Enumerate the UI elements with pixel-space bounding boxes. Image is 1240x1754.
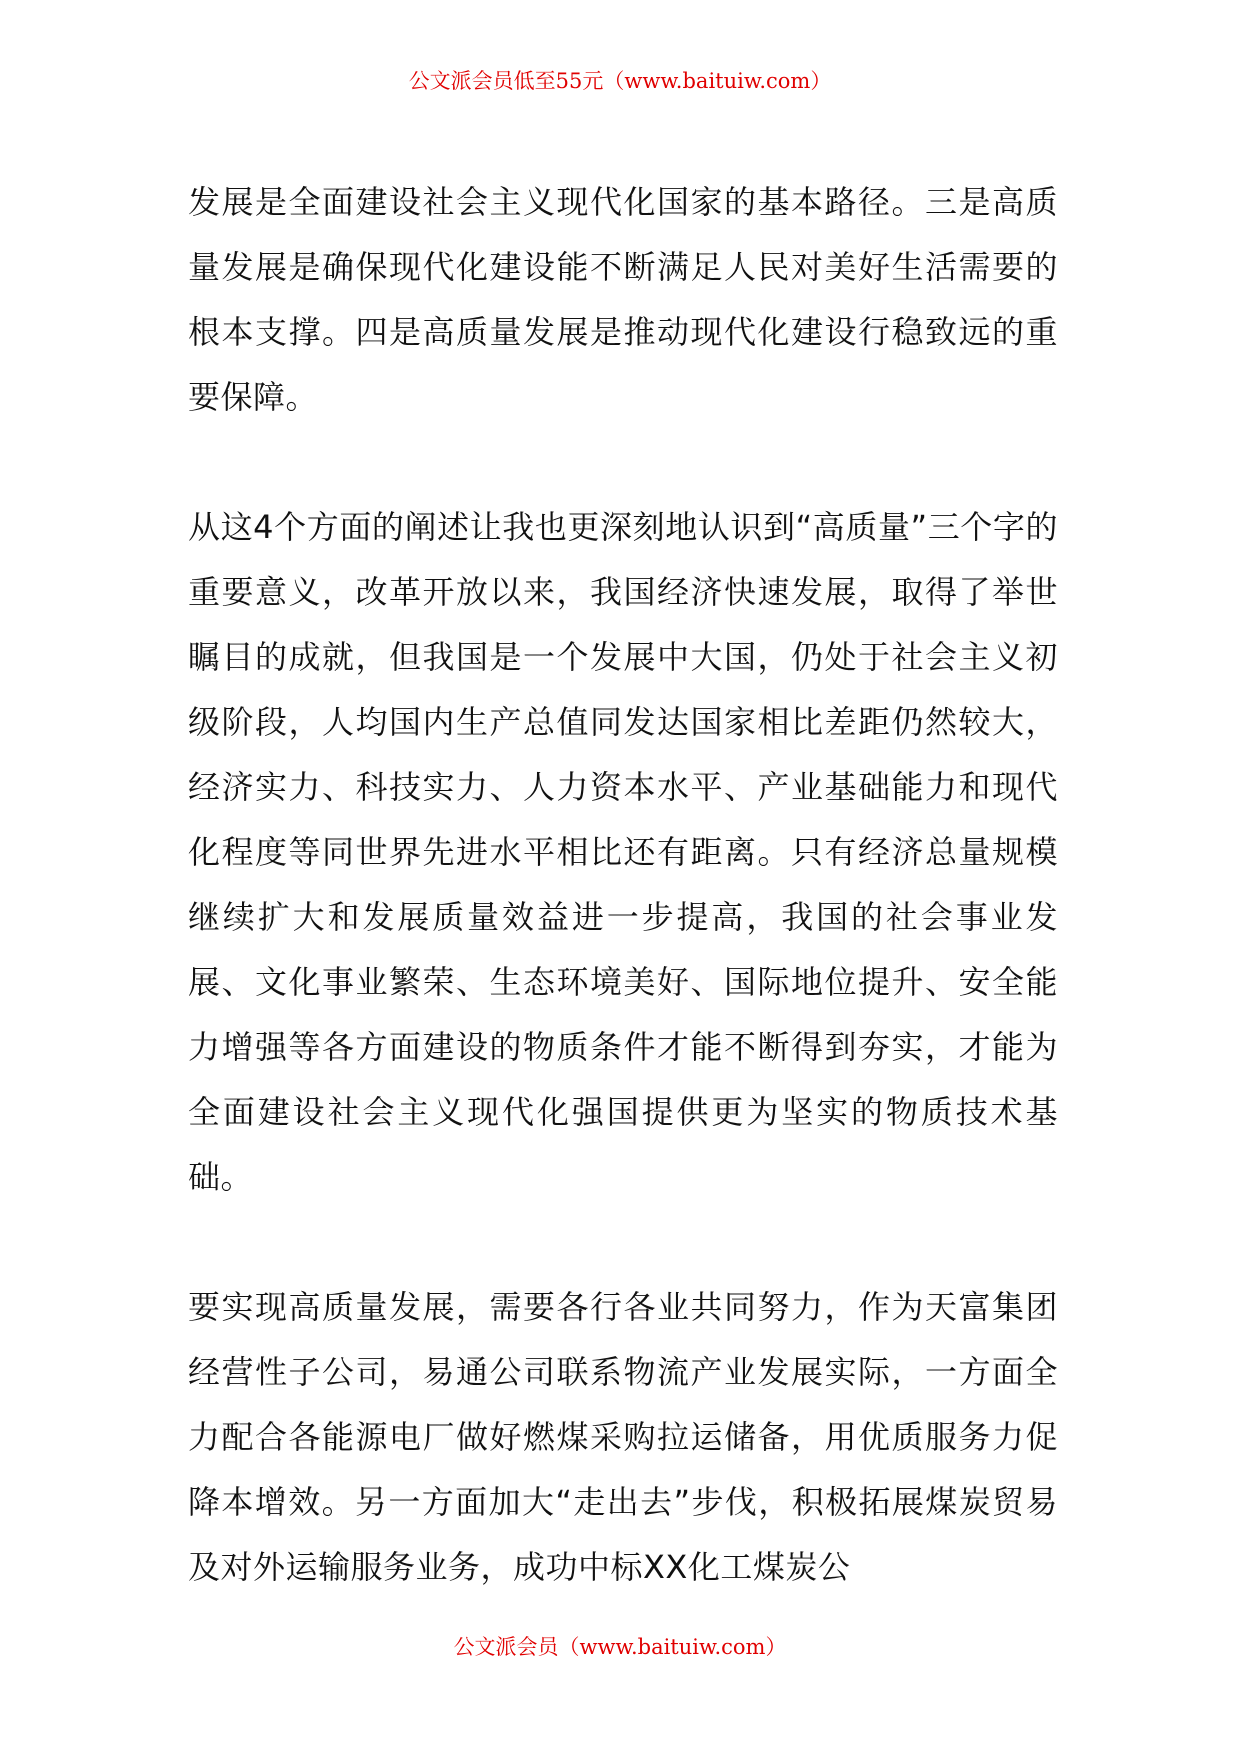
paragraph-2: 从这4个方面的阐述让我也更深刻地认识到“高质量”三个字的重要意义，改革开放以来，我国经济快速发展，取得了举世瞩目的成就，但我国是一个发展中大国，仍处于社会主义初级阶段，人均国内生产总值同发达国家相比差距仍然较大，经济实力、科技实力、人力资本水平、产业基础能力和现代化程度等同世界先进水平相比还有距离。只有经济总量规模继续扩大和发展质量效益进一步提高，我国的社会事业发展、文化事业繁荣、生态环境美好、国际地位提升、安全能力增强等各方面建设的物质条件才能不断得到夯实，才能为全面建设社会主义现代化强国提供更为坚实的物质技术基础。 xyxy=(188,508,1058,1196)
header-banner: 公文派会员低至55元（www.baituiw.com） xyxy=(408,69,832,93)
paragraph-1: 发展是全面建设社会主义现代化国家的基本路径。三是高质量发展是确保现代化建设能不断满足人民对美好生活需要的根本支撑。四是高质量发展是推动现代化建设行稳致远的重要保障。 xyxy=(188,183,1058,416)
footer-banner: 公文派会员（www.baituiw.com） xyxy=(453,1635,787,1659)
paragraph-3: 要实现高质量发展，需要各行各业共同努力，作为天富集团经营性子公司，易通公司联系物流产业发展实际，一方面全力配合各能源电厂做好燃煤采购拉运储备，用优质服务力促降本增效。另一方面加大“走出去”步伐，积极拓展煤炭贸易及对外运输服务业务，成功中标XX化工煤炭公 xyxy=(188,1288,1058,1586)
document-body xyxy=(188,170,1058,1600)
